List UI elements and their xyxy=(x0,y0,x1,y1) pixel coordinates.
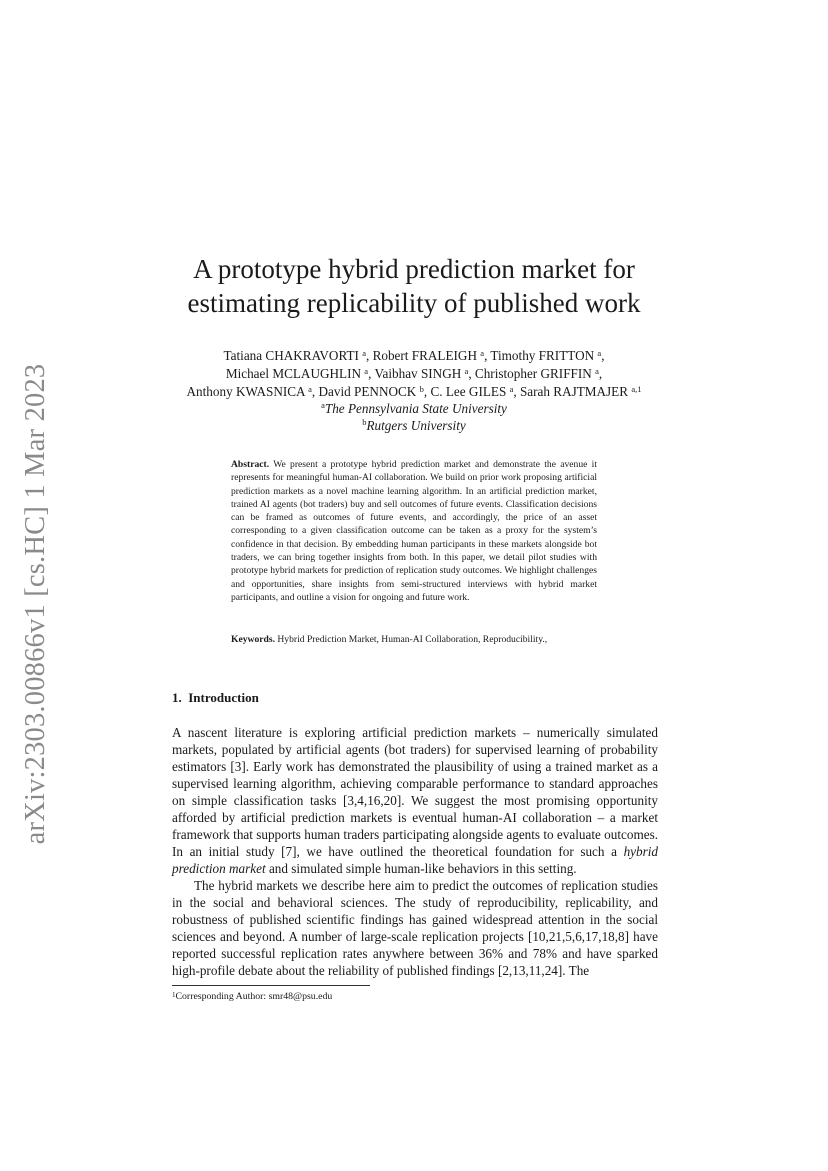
footnote-text: Corresponding Author: smr48@psu.edu xyxy=(175,991,333,1002)
title-line-2: estimating replicability of published work xyxy=(187,288,641,318)
author-name: Sarah RAJTMAJER xyxy=(519,384,629,399)
paragraph-text: and simulated simple human-like behaviors in this setting. xyxy=(265,861,577,876)
affiliation-name: Rutgers University xyxy=(366,418,466,433)
footnote-mark: 1 xyxy=(172,991,176,999)
title-line-1: A prototype hybrid prediction market for xyxy=(193,254,635,284)
author-affiliation-mark: a xyxy=(509,384,514,394)
author-line-1 xyxy=(150,347,678,365)
section-title: Introduction xyxy=(188,690,259,705)
author-name: Robert FRALEIGH xyxy=(372,348,477,363)
author-separator: , xyxy=(598,366,603,381)
keywords-label: Keywords. xyxy=(231,634,275,645)
keywords xyxy=(231,633,597,646)
author-affiliation-mark: b xyxy=(419,384,424,394)
emphasis-text: hybrid prediction market xyxy=(172,844,658,876)
paragraph: The hybrid markets we describe here aim to predict the outcomes of replication studies in the social and behavioral sciences. The study of reproducibility, replicability, and robustness of published scientific findings has gained widespread attention in the social sciences and beyond. A number of large-scale replication projects [10,21,5,6,17,18,8] have reported successful replication rates anywhere between 36% and 78% and have sparked high-profile debate about the reliability of published findings [2,13,11,24]. The xyxy=(172,878,658,978)
author-name: Tatiana CHAKRAVORTI xyxy=(223,348,359,363)
author-affiliation-mark: a xyxy=(597,348,602,358)
author-separator: , xyxy=(484,348,491,363)
affiliation-mark: a xyxy=(321,400,325,410)
author-separator: , xyxy=(468,366,475,381)
author-list xyxy=(150,347,678,401)
author-name: Christopher GRIFFIN xyxy=(474,366,592,381)
author-affiliation-mark: a xyxy=(480,348,485,358)
affiliation-item xyxy=(150,417,678,434)
affiliation-mark: b xyxy=(362,417,367,427)
author-separator: , xyxy=(423,384,431,399)
paper-title xyxy=(150,252,678,320)
author-line-2 xyxy=(150,365,678,383)
author-affiliation-mark: a xyxy=(464,366,469,376)
affiliation-list xyxy=(150,400,678,434)
author-separator: , xyxy=(513,384,520,399)
affiliation-name: The Pennsylvania State University xyxy=(324,401,507,416)
author-separator: , xyxy=(368,366,375,381)
author-separator: , xyxy=(311,384,319,399)
introduction-body xyxy=(172,724,658,979)
author-name: Michael MCLAUGHLIN xyxy=(225,366,361,381)
keywords-text: Hybrid Prediction Market, Human-AI Collaboration, Reproducibility., xyxy=(277,634,548,645)
arxiv-identifier: arXiv:2303.00866v1 [cs.HC] 1 Mar 2023 xyxy=(20,363,51,845)
author-affiliation-mark: a xyxy=(362,348,366,358)
author-name: C. Lee GILES xyxy=(430,384,507,399)
footnote xyxy=(172,991,332,1003)
paragraph xyxy=(172,724,658,877)
section-heading-introduction xyxy=(172,690,259,706)
author-name: Timothy FRITTON xyxy=(490,348,595,363)
author-name: David PENNOCK xyxy=(318,384,417,399)
author-name: Anthony KWASNICA xyxy=(186,384,305,399)
author-separator: , xyxy=(601,348,605,363)
affiliation-item xyxy=(150,400,678,417)
abstract xyxy=(231,458,597,604)
abstract-text: We present a prototype hybrid prediction market and demonstrate the avenue it represents for meaningful human-AI collaboration. We build on prior work proposing artificial prediction markets as a novel machine learning algorithm. In an artificial prediction market, trained AI agents (bot traders) buy and sell outcomes of future events. Classification decisions can be framed as outcomes of future events, and accordingly, the price of an asset corresponding to a given classification outcome can be taken as a proxy for the system’s confidence in that decision. By embedding human participants in these markets alongside bot traders, we can bring together insights from both. In this paper, we detail pilot studies with prototype hybrid markets for prediction of replication study outcomes. We highlight challenges and opportunities, share insights from semi-structured interviews with hybrid market participants, and outline a vision for ongoing and future work. xyxy=(231,459,597,603)
author-affiliation-mark: a,1 xyxy=(631,384,642,394)
author-line-3 xyxy=(150,383,678,401)
author-affiliation-mark: a xyxy=(595,366,599,376)
author-name: Vaibhav SINGH xyxy=(374,366,462,381)
paragraph-text: A nascent literature is exploring artificial prediction markets – numerically simulated markets, populated by artificial agents (bot traders) for supervised learning of probability estimators [3]. Early work has demonstrated the plausibility of using a trained market as a supervised learning algorithm, achieving comparable performance to standard approaches on simple classification tasks [3,4,16,20]. We suggest the most promising opportunity afforded by artificial prediction markets is eventual human-AI collaboration – a market framework that supports human traders participating alongside agents to evaluate outcomes. In an initial study [7], we have outlined the theoretical foundation for such a xyxy=(172,725,658,859)
author-affiliation-mark: a xyxy=(364,366,369,376)
footnote-divider xyxy=(172,985,370,986)
abstract-label: Abstract. xyxy=(231,459,270,470)
section-number: 1. xyxy=(172,690,182,705)
author-separator: , xyxy=(365,348,373,363)
author-affiliation-mark: a xyxy=(308,384,312,394)
arxiv-sidebar-stamp xyxy=(10,364,62,844)
